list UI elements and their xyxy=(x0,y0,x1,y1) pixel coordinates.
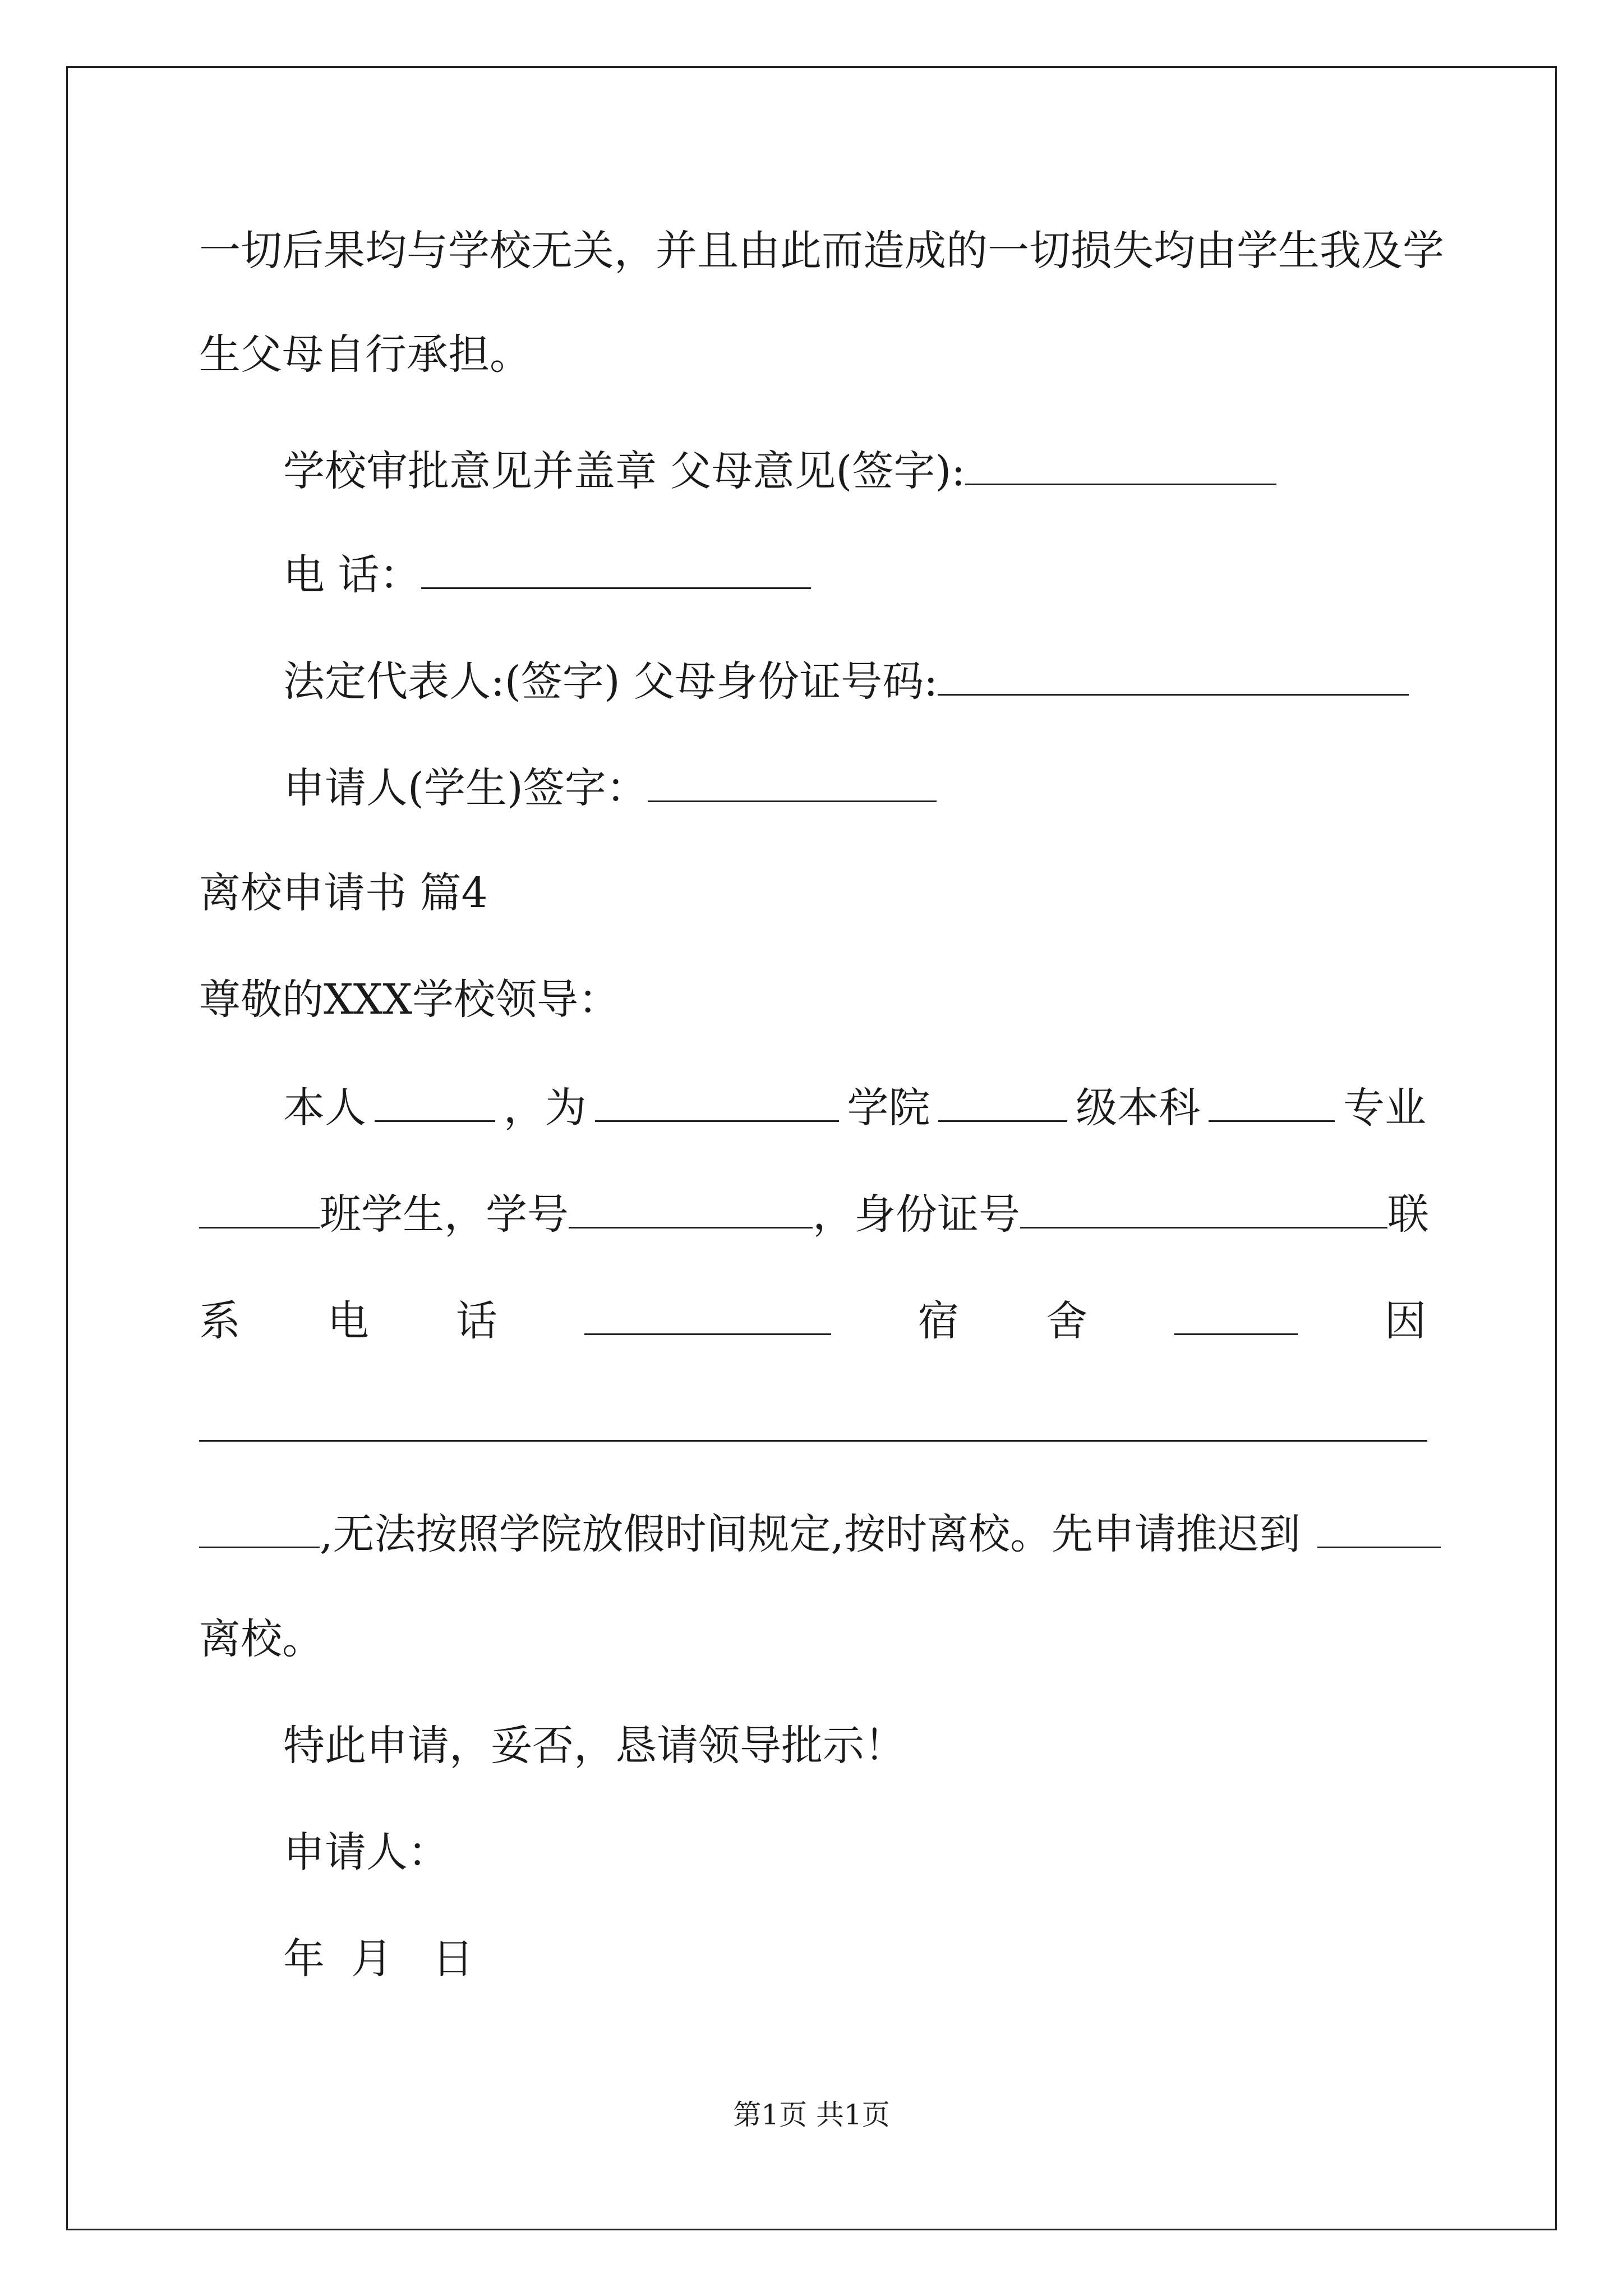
body-text: 系 xyxy=(199,1297,241,1345)
grade-blank xyxy=(938,1085,1067,1122)
closing: 特此申请，妥否，恳请领导批示！ xyxy=(283,1722,906,1770)
date-line: 年 月 日 xyxy=(283,1935,474,1983)
reason-blank xyxy=(199,1405,1427,1442)
id-number-blank xyxy=(938,659,1409,696)
body-text: 级本科 xyxy=(1076,1084,1201,1132)
name-blank xyxy=(375,1085,495,1122)
body-line-1 xyxy=(283,1084,1426,1132)
body-text: 班学生，学号 xyxy=(320,1190,569,1239)
body-text: ，为 xyxy=(503,1084,587,1132)
college-blank xyxy=(595,1085,839,1122)
body-text: 话 xyxy=(455,1297,497,1345)
body-text: 专业 xyxy=(1343,1084,1426,1132)
dorm-blank xyxy=(1174,1299,1298,1335)
phone-label: 电 话： xyxy=(283,551,421,599)
body-line-3 xyxy=(199,1297,1426,1345)
body-text: 舍 xyxy=(1046,1297,1088,1345)
body-line-4 xyxy=(199,1405,1427,1448)
school-approval-label: 学校审批意见并盖章 父母意见(签字): xyxy=(283,447,966,495)
date-blank xyxy=(1317,1512,1441,1548)
body-line-2 xyxy=(199,1190,1429,1239)
legal-rep-label: 法定代表人:(签字) 父母身份证号码: xyxy=(283,657,938,706)
body-text: 电 xyxy=(327,1297,369,1345)
school-approval-line xyxy=(283,447,1276,495)
signature-blank xyxy=(965,449,1276,485)
phone-line xyxy=(283,551,811,599)
applicant-label: 申请人： xyxy=(283,1828,449,1876)
paragraph-line: 生父母自行承担。 xyxy=(199,330,531,379)
phone-blank xyxy=(421,553,811,589)
legal-rep-line xyxy=(283,657,1409,706)
body-line-6: 离校。 xyxy=(199,1615,324,1663)
paragraph-line: 一切后果均与学校无关，并且由此而造成的一切损失均由学生我及学 xyxy=(199,227,1444,275)
body-text: 学院 xyxy=(847,1084,930,1132)
id-card-blank xyxy=(1020,1192,1387,1228)
body-text: ，身份证号 xyxy=(813,1190,1020,1239)
body-text: 宿 xyxy=(917,1297,960,1345)
applicant-sign-line xyxy=(283,764,937,812)
body-text: 联 xyxy=(1387,1190,1429,1239)
class-blank xyxy=(199,1192,320,1228)
phone-number-blank xyxy=(584,1299,831,1335)
section-title: 离校申请书 篇4 xyxy=(199,869,488,917)
major-blank xyxy=(1209,1085,1335,1122)
salutation: 尊敬的XXX学校领导： xyxy=(199,976,620,1024)
reason-end-blank xyxy=(199,1512,320,1548)
applicant-sign-label: 申请人(学生)签字： xyxy=(283,764,648,812)
applicant-sign-blank xyxy=(648,766,937,802)
body-text: 本人 xyxy=(283,1084,366,1132)
page-footer: 第1页 共1页 xyxy=(733,2099,890,2131)
body-line-5 xyxy=(199,1510,1441,1558)
body-text: 因 xyxy=(1384,1297,1426,1345)
student-id-blank xyxy=(569,1192,813,1228)
body-text: ,无法按照学院放假时间规定,按时离校。先申请推迟到 xyxy=(320,1510,1301,1558)
page-border xyxy=(66,66,1557,2230)
